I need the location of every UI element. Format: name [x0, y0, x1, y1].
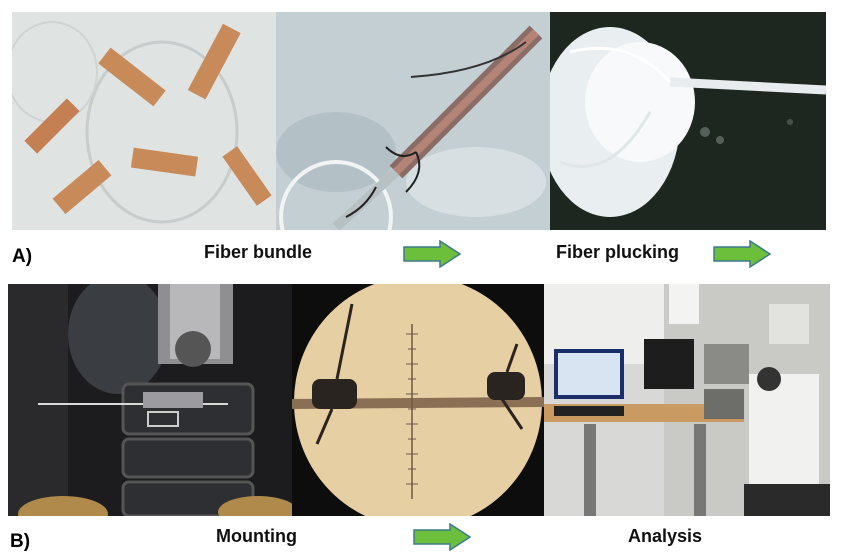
photo-mounting-stage	[8, 284, 292, 516]
right-arrow-icon	[712, 240, 772, 268]
row-a-label: A)	[12, 246, 33, 267]
photo-fiber-plucking	[550, 12, 826, 230]
caption-fiber-bundle: Fiber bundle	[204, 242, 312, 262]
photo-fiber-bundle-tied	[276, 12, 550, 230]
photo-microscope-view	[292, 284, 544, 516]
right-arrow-icon	[402, 240, 462, 268]
photo-analysis-lab	[544, 284, 830, 516]
caption-analysis: Analysis	[628, 526, 703, 546]
photo-fiber-bundles-dish	[12, 12, 276, 230]
caption-fiber-plucking: Fiber plucking	[556, 242, 680, 262]
row-b-label: B)	[10, 531, 31, 552]
right-arrow-icon	[412, 523, 472, 551]
caption-mounting: Mounting	[216, 526, 297, 546]
